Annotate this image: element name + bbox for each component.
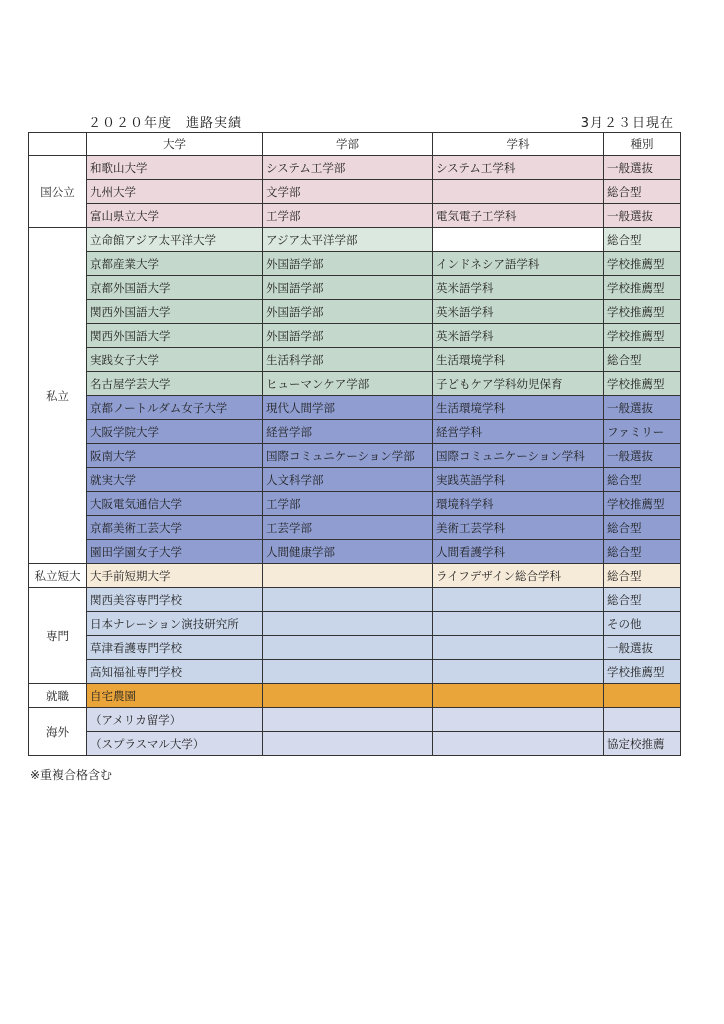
faculty-cell: 国際コミュニケーション学部 <box>263 444 433 468</box>
category-cell: 就職 <box>29 684 87 708</box>
school-cell: 自宅農園 <box>87 684 263 708</box>
table-row <box>29 372 681 396</box>
faculty-cell: 工芸学部 <box>263 516 433 540</box>
school-cell: 園田学園女子大学 <box>87 540 263 564</box>
faculty-cell: システム工学部 <box>263 156 433 180</box>
type-cell: 総合型 <box>604 516 681 540</box>
department-cell <box>433 228 604 252</box>
type-cell: 総合型 <box>604 348 681 372</box>
faculty-cell <box>263 708 433 732</box>
header-department: 学科 <box>433 133 604 156</box>
department-cell: システム工学科 <box>433 156 604 180</box>
faculty-cell <box>263 732 433 756</box>
type-cell: 学校推薦型 <box>604 492 681 516</box>
table-row <box>29 468 681 492</box>
table-row <box>29 516 681 540</box>
faculty-cell <box>263 684 433 708</box>
faculty-cell <box>263 588 433 612</box>
faculty-cell: 現代人間学部 <box>263 396 433 420</box>
school-cell: 京都産業大学 <box>87 252 263 276</box>
faculty-cell: 外国語学部 <box>263 300 433 324</box>
table-row <box>29 156 681 180</box>
table-row <box>29 636 681 660</box>
department-cell <box>433 660 604 684</box>
type-cell: 一般選抜 <box>604 156 681 180</box>
faculty-cell: 人間健康学部 <box>263 540 433 564</box>
faculty-cell: 工学部 <box>263 492 433 516</box>
department-cell: 国際コミュニケーション学科 <box>433 444 604 468</box>
faculty-cell: 外国語学部 <box>263 252 433 276</box>
header-university: 大学 <box>87 133 263 156</box>
type-cell <box>604 708 681 732</box>
category-cell: 国公立 <box>29 156 87 228</box>
as-of-date: 3月２３日現在 <box>580 116 674 131</box>
type-cell: 学校推薦型 <box>604 324 681 348</box>
school-cell: 和歌山大学 <box>87 156 263 180</box>
table-header-row <box>29 133 681 156</box>
department-cell: 英米語学科 <box>433 300 604 324</box>
table-row <box>29 660 681 684</box>
table-row <box>29 324 681 348</box>
faculty-cell: 人文科学部 <box>263 468 433 492</box>
table-row <box>29 540 681 564</box>
department-cell <box>433 732 604 756</box>
type-cell: 一般選抜 <box>604 636 681 660</box>
table-row <box>29 588 681 612</box>
department-cell: 人間看護学科 <box>433 540 604 564</box>
table-row <box>29 444 681 468</box>
school-cell: 名古屋学芸大学 <box>87 372 263 396</box>
footnote: ※重複合格含む <box>30 768 113 782</box>
department-cell: 生活環境学科 <box>433 348 604 372</box>
department-cell: インドネシア語学科 <box>433 252 604 276</box>
school-cell: 富山県立大学 <box>87 204 263 228</box>
header-type: 種別 <box>604 133 681 156</box>
school-cell: 就実大学 <box>87 468 263 492</box>
type-cell: ファミリー <box>604 420 681 444</box>
type-cell: 学校推薦型 <box>604 660 681 684</box>
type-cell: 一般選抜 <box>604 204 681 228</box>
table-row <box>29 180 681 204</box>
school-cell: 関西美容専門学校 <box>87 588 263 612</box>
faculty-cell <box>263 660 433 684</box>
table-row <box>29 612 681 636</box>
category-cell: 私立短大 <box>29 564 87 588</box>
type-cell: 学校推薦型 <box>604 372 681 396</box>
faculty-cell: 経営学部 <box>263 420 433 444</box>
department-cell: 環境科学科 <box>433 492 604 516</box>
faculty-cell <box>263 636 433 660</box>
table-row <box>29 228 681 252</box>
header-category <box>29 133 87 156</box>
school-cell: 大手前短期大学 <box>87 564 263 588</box>
department-cell: 実践英語学科 <box>433 468 604 492</box>
school-cell: 大阪電気通信大学 <box>87 492 263 516</box>
school-cell: 立命館アジア太平洋大学 <box>87 228 263 252</box>
school-cell: 京都ノートルダム女子大学 <box>87 396 263 420</box>
school-cell: （スプラスマル大学） <box>87 732 263 756</box>
table-row <box>29 684 681 708</box>
faculty-cell <box>263 564 433 588</box>
department-cell: 英米語学科 <box>433 276 604 300</box>
table-row <box>29 420 681 444</box>
table-row <box>29 348 681 372</box>
table-row <box>29 732 681 756</box>
faculty-cell: 外国語学部 <box>263 276 433 300</box>
school-cell: 京都外国語大学 <box>87 276 263 300</box>
type-cell: 総合型 <box>604 588 681 612</box>
type-cell: 学校推薦型 <box>604 252 681 276</box>
type-cell: 学校推薦型 <box>604 300 681 324</box>
type-cell: 総合型 <box>604 468 681 492</box>
type-cell: 協定校推薦 <box>604 732 681 756</box>
faculty-cell: 文学部 <box>263 180 433 204</box>
department-cell: ライフデザイン総合学科 <box>433 564 604 588</box>
type-cell <box>604 684 681 708</box>
department-cell: 電気電子工学科 <box>433 204 604 228</box>
school-cell: 京都美術工芸大学 <box>87 516 263 540</box>
type-cell: 総合型 <box>604 228 681 252</box>
document-title: ２０２０年度 進路実績 <box>88 116 243 131</box>
table-row <box>29 708 681 732</box>
school-cell: 関西外国語大学 <box>87 300 263 324</box>
department-cell <box>433 612 604 636</box>
type-cell: 総合型 <box>604 564 681 588</box>
table-row <box>29 492 681 516</box>
school-cell: 草津看護専門学校 <box>87 636 263 660</box>
header-faculty: 学部 <box>263 133 433 156</box>
table-row <box>29 396 681 420</box>
department-cell <box>433 588 604 612</box>
table-row <box>29 204 681 228</box>
faculty-cell: 工学部 <box>263 204 433 228</box>
category-cell: 専門 <box>29 588 87 684</box>
department-cell: 経営学科 <box>433 420 604 444</box>
school-cell: 高知福祉専門学校 <box>87 660 263 684</box>
school-cell: 阪南大学 <box>87 444 263 468</box>
faculty-cell: 外国語学部 <box>263 324 433 348</box>
type-cell: 総合型 <box>604 180 681 204</box>
type-cell: 一般選抜 <box>604 444 681 468</box>
type-cell: 総合型 <box>604 540 681 564</box>
type-cell: 一般選抜 <box>604 396 681 420</box>
type-cell: その他 <box>604 612 681 636</box>
school-cell: 大阪学院大学 <box>87 420 263 444</box>
school-cell: 日本ナレーション演技研究所 <box>87 612 263 636</box>
department-cell <box>433 708 604 732</box>
school-cell: 関西外国語大学 <box>87 324 263 348</box>
table-row <box>29 564 681 588</box>
category-cell: 私立 <box>29 228 87 564</box>
department-cell: 美術工芸学科 <box>433 516 604 540</box>
table-row <box>29 276 681 300</box>
category-cell: 海外 <box>29 708 87 756</box>
type-cell: 学校推薦型 <box>604 276 681 300</box>
table-row <box>29 300 681 324</box>
department-cell: 生活環境学科 <box>433 396 604 420</box>
table-row <box>29 252 681 276</box>
school-cell: 実践女子大学 <box>87 348 263 372</box>
faculty-cell: アジア太平洋学部 <box>263 228 433 252</box>
faculty-cell <box>263 612 433 636</box>
department-cell <box>433 684 604 708</box>
results-table <box>28 132 681 756</box>
faculty-cell: 生活科学部 <box>263 348 433 372</box>
school-cell: （アメリカ留学） <box>87 708 263 732</box>
department-cell <box>433 180 604 204</box>
faculty-cell: ヒューマンケア学部 <box>263 372 433 396</box>
school-cell: 九州大学 <box>87 180 263 204</box>
department-cell <box>433 636 604 660</box>
department-cell: 子どもケア学科幼児保育 <box>433 372 604 396</box>
department-cell: 英米語学科 <box>433 324 604 348</box>
